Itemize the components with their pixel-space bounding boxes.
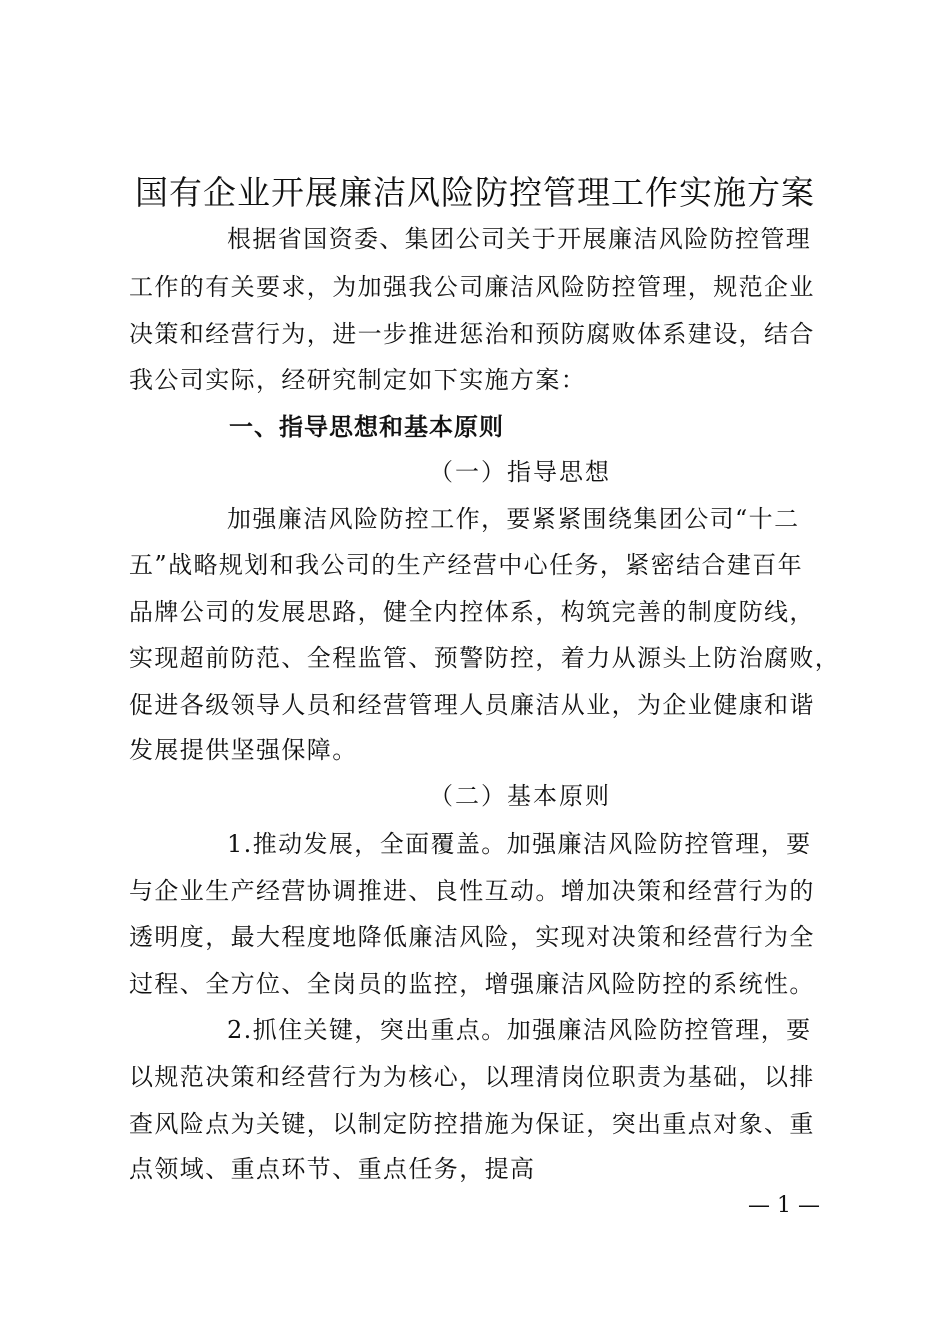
guiding-line: 五”战略规划和我公司的生产经营中心任务，紧密结合建百年	[129, 551, 804, 579]
principle-line: 查风险点为关键，以制定防控措施为保证，突出重点对象、重	[129, 1110, 815, 1138]
guiding-line: 加强廉洁风险防控工作，要紧紧围绕集团公司“十二	[227, 505, 800, 533]
principle-line: 与企业生产经营协调推进、良性互动。增加决策和经营行为的	[129, 877, 815, 905]
document-title: 国有企业开展廉洁风险防控管理工作实施方案	[135, 173, 815, 212]
guiding-line: 促进各级领导人员和经营管理人员廉洁从业，为企业健康和谐	[129, 691, 815, 719]
principle-line: 点领域、重点环节、重点任务，提高	[129, 1155, 536, 1183]
section-heading: 一、指导思想和基本原则	[229, 413, 504, 441]
intro-line: 根据省国资委、集团公司关于开展廉洁风险防控管理	[227, 225, 812, 253]
principle-line: 透明度，最大程度地降低廉洁风险，实现对决策和经营行为全	[129, 923, 815, 951]
page-number: — 1 —	[748, 1193, 820, 1218]
intro-line: 决策和经营行为，进一步推进惩治和预防腐败体系建设，结合	[129, 320, 815, 348]
subsection-heading: （二）基本原则	[429, 782, 611, 810]
principle-line: 2.抓住关键，突出重点。加强廉洁风险防控管理，要	[227, 1016, 812, 1044]
principle-line: 1.推动发展，全面覆盖。加强廉洁风险防控管理，要	[227, 830, 812, 858]
principle-line: 过程、全方位、全岗员的监控，增强廉洁风险防控的系统性。	[129, 970, 815, 998]
guiding-line: 实现超前防范、全程监管、预警防控，着力从源头上防治腐败，	[129, 644, 841, 672]
intro-line: 工作的有关要求，为加强我公司廉洁风险防控管理，规范企业	[129, 273, 815, 301]
guiding-line: 品牌公司的发展思路，健全内控体系，构筑完善的制度防线，	[129, 598, 815, 626]
guiding-line: 发展提供坚强保障。	[129, 736, 358, 764]
subsection-heading: （一）指导思想	[429, 458, 611, 486]
intro-line: 我公司实际，经研究制定如下实施方案：	[129, 366, 587, 394]
principle-line: 以规范决策和经营行为为核心，以理清岗位职责为基础，以排	[129, 1063, 815, 1091]
